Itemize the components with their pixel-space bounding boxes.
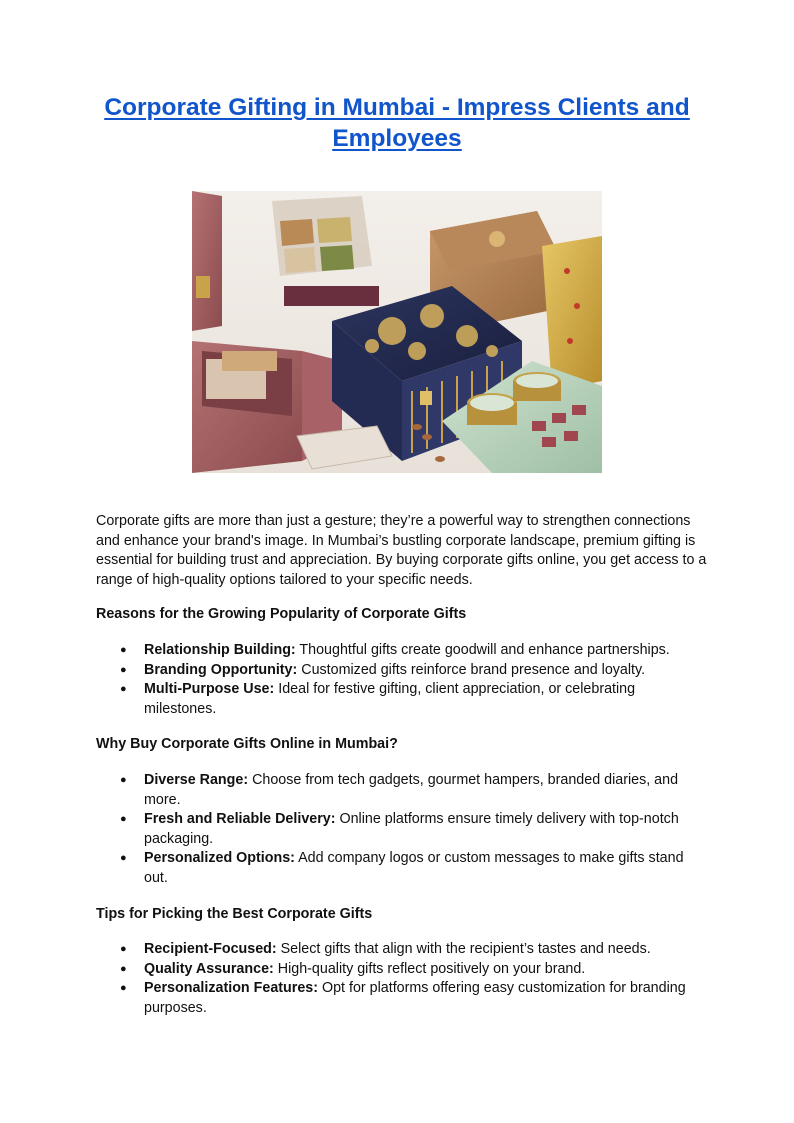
bullet-icon: ● [120,663,127,676]
title-link[interactable]: Corporate Gifting in Mumbai - Impress Clients and Employees [104,94,690,152]
bullet-icon: ● [120,773,127,786]
list-item-text: Ideal for festive gifting, client appreciation, or celebrating milestones. [144,681,636,717]
list-item [96,940,708,960]
bullet-icon: ● [120,643,127,656]
list-item-text: Select gifts that align with the recipient’s tastes and needs. [276,941,651,958]
bullet-list [96,771,708,889]
bullet-icon: ● [120,962,127,975]
section-tips [96,905,708,1019]
gift-boxes-photo [192,191,602,473]
page-title[interactable] [96,92,698,154]
list-item-text: Choose from tech gadgets, gourmet hampers, branded diaries, and more. [144,771,679,808]
list-item-text: High-quality gifts reflect positively on your brand. [273,960,586,977]
list-item-term: Fresh and Reliable Delivery: [144,811,336,828]
list-item [96,960,708,980]
section-heading: Why Buy Corporate Gifts Online in Mumbai? [96,736,398,753]
list-item-term: Recipient-Focused: [144,941,277,958]
list-item [96,979,708,1018]
section-why-online [96,735,708,888]
list-item [96,680,708,719]
list-item-text: Customized gifts reinforce brand presence and loyalty. [297,661,646,678]
bullet-list [96,641,708,719]
list-item-text: Add company logos or custom messages to make gifts stand out. [144,850,684,886]
bullet-list [96,940,708,1018]
list-item-term: Personalized Options: [144,850,295,867]
bullet-icon: ● [120,852,127,865]
bullet-icon: ● [120,943,127,956]
list-item-term: Branding Opportunity: [144,661,298,678]
list-item-term: Multi-Purpose Use: [144,681,275,698]
intro-paragraph: Corporate gifts are more than just a gesture; they’re a powerful way to strengthen connections and enhance your brand's image. In Mumbai’s bustling corporate landscape, premium gifting is essential for building trust and appreciation. By buying corporate gifts online, you get access to a range of high-quality options tailored to your specific needs. [96,513,707,588]
section-popularity [96,605,708,719]
list-item-term: Diverse Range: [144,771,249,788]
list-item [96,810,708,849]
article-body [96,512,708,1034]
bullet-icon: ● [120,982,127,995]
list-item-term: Personalization Features: [144,980,318,997]
list-item [96,641,708,661]
bullet-icon: ● [120,683,127,696]
list-item-text: Thoughtful gifts create goodwill and enhance partnerships. [295,641,670,658]
list-item-term: Quality Assurance: [144,960,274,977]
section-heading: Tips for Picking the Best Corporate Gifts [96,905,373,922]
list-item-term: Relationship Building: [144,641,296,658]
list-item-text: Online platforms ensure timely delivery with top-notch packaging. [144,811,679,847]
list-item-text: Opt for platforms offering easy customization for branding purposes. [144,980,686,1016]
bullet-icon: ● [120,813,127,826]
list-item [96,849,708,888]
section-heading: Reasons for the Growing Popularity of Corporate Gifts [96,606,467,623]
list-item [96,771,708,810]
list-item [96,661,708,681]
